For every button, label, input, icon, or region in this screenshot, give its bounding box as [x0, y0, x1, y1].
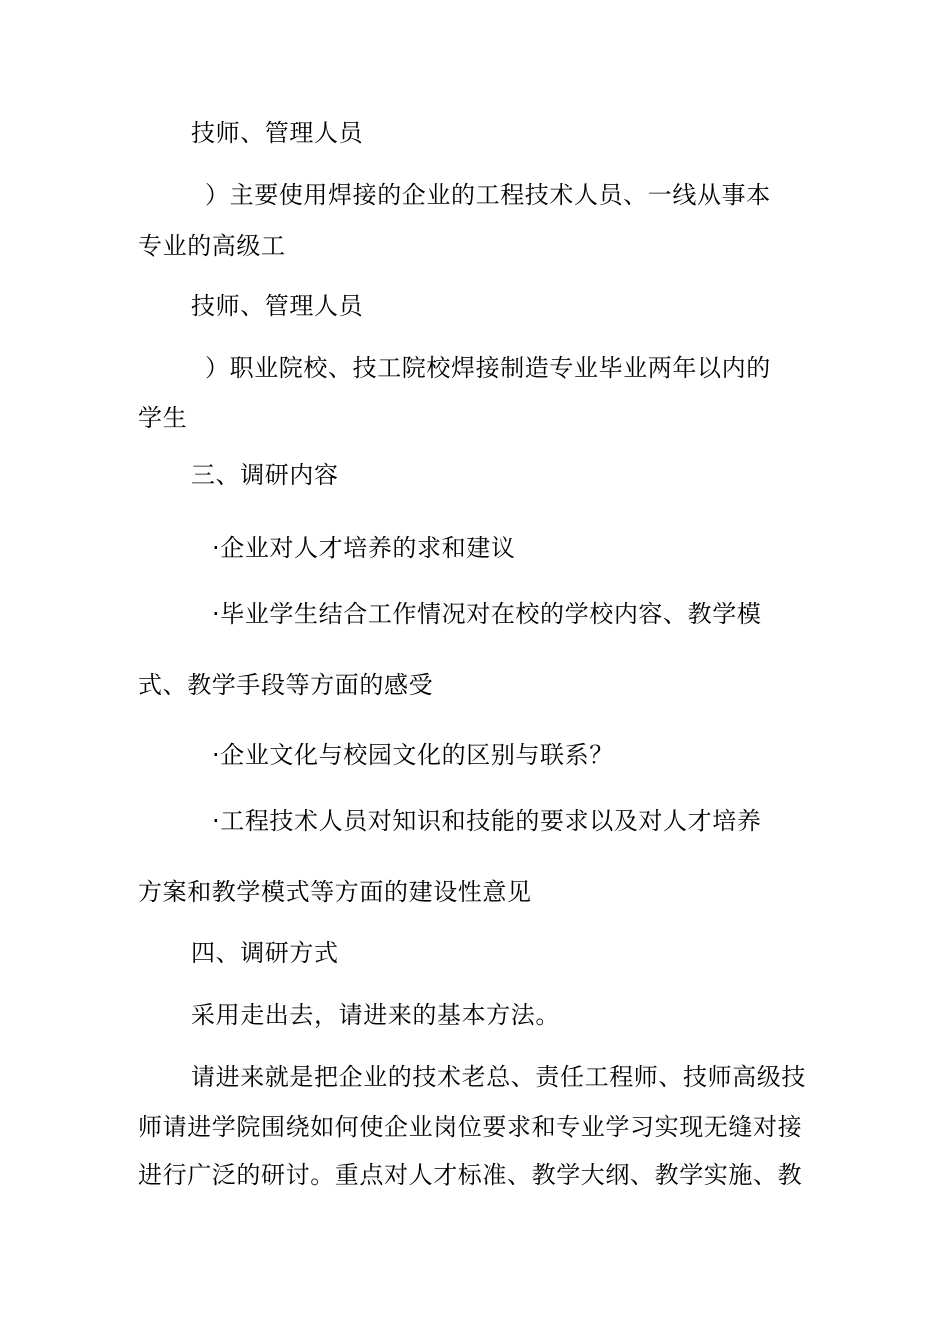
- paragraph-line-1: 请进来就是把企业的技术老总、责任工程师、技师高级技: [191, 1063, 806, 1091]
- text-line-4: 技师、管理人员: [191, 292, 364, 320]
- text-line-5: ）职业院校、技工院校焊接制造专业毕业两年以内的: [205, 354, 771, 382]
- text-line-2: ）主要使用焊接的企业的工程技术人员、一线从事本: [205, 181, 771, 209]
- text-line-1: 技师、管理人员: [191, 119, 364, 147]
- text-line-15: 采用走出去，请进来的基本方法。: [191, 1001, 560, 1029]
- paragraph-line-2: 师请进学院围绕如何使企业岗位要求和专业学习实现无缝对接: [138, 1113, 803, 1141]
- bullet-item-1: ·企业对人才培养的求和建议: [212, 534, 516, 562]
- section-heading-4: 四、调研方式: [191, 939, 339, 967]
- section-heading-3: 三、调研内容: [191, 461, 339, 489]
- text-line-6: 学生: [138, 404, 188, 432]
- bullet-item-3: ·企业文化与校园文化的区别与联系？: [212, 741, 614, 769]
- bullet-item-2-cont: 式、教学手段等方面的感受: [138, 671, 434, 699]
- text-line-3: 专业的高级工: [138, 232, 286, 260]
- bullet-item-4: ·工程技术人员对知识和技能的要求以及对人才培养: [212, 807, 762, 835]
- bullet-item-2: ·毕业学生结合工作情况对在校的学校内容、教学模: [212, 600, 762, 628]
- paragraph-line-3: 进行广泛的研讨。重点对人才标准、教学大纲、教学实施、教: [138, 1161, 803, 1189]
- bullet-item-4-cont: 方案和教学模式等方面的建设性意见: [138, 878, 532, 906]
